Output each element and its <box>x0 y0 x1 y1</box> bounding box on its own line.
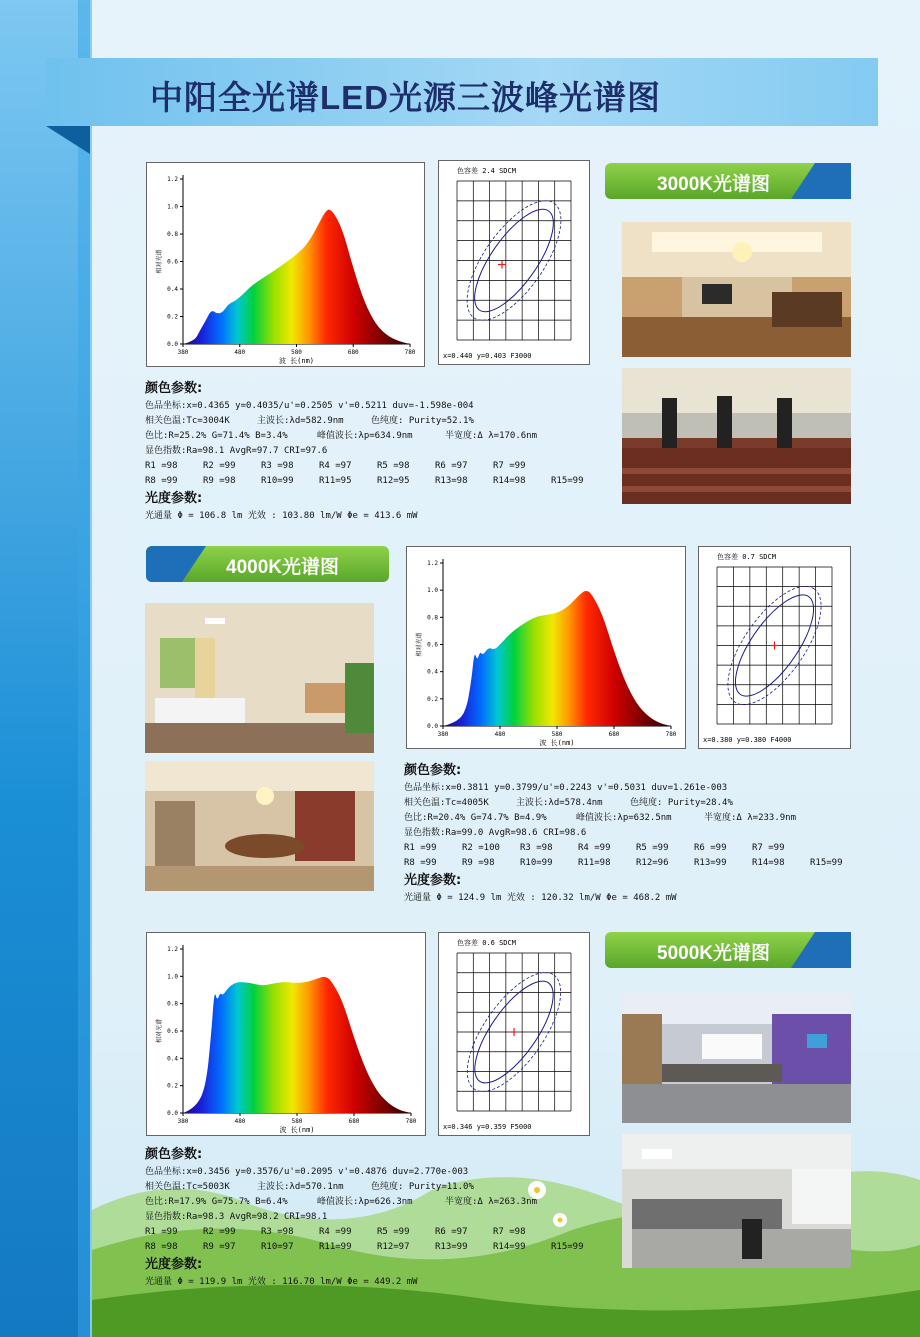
params-block-4000k <box>404 761 874 906</box>
spectrum-chart-5000k <box>147 933 425 1135</box>
spectrum-area <box>443 591 671 726</box>
y-tick-label: 1.2 <box>167 176 178 183</box>
r-values-row: R8 =99 R9 =98 R10=99 R11=95 R12=95 R13=98 R14=98 R15=99 <box>145 476 584 486</box>
tolerance-footer: x=0.440 y=0.403 F3000 <box>443 352 532 360</box>
param-row: 色品坐标:x=0.3456 y=0.3576/u'=0.2095 v'=0.4876 duv=2.770e-003 <box>145 1167 469 1177</box>
left-stripe-highlight <box>78 0 92 1337</box>
color-tolerance-chart-5000k <box>439 933 589 1135</box>
color-params-title: 颜色参数: <box>145 1147 203 1162</box>
y-tick-label: 1.0 <box>427 587 438 595</box>
y-tick-label: 0.0 <box>427 723 438 730</box>
color-params-title: 颜色参数: <box>145 381 203 396</box>
x-tick-label: 480 <box>494 731 506 738</box>
param-row: 显色指数:Ra=99.0 AvgR=98.6 CRI=98.6 <box>404 828 587 838</box>
x-tick-label: 580 <box>551 731 563 738</box>
left-blue-stripe <box>0 0 90 1337</box>
y-tick-label: 0.6 <box>427 641 438 649</box>
y-tick-label: 0.0 <box>167 1110 178 1117</box>
spectrum-area <box>183 210 410 344</box>
banner-5000k <box>605 932 851 968</box>
r-values-row: R1 =99 R2 =100 R3 =98 R4 =99 R5 =99 R6 =99 R7 =99 <box>404 843 785 853</box>
y-tick-label: 1.0 <box>167 973 178 981</box>
param-row: 色比:R=25.2% G=71.4% B=3.4% 峰值波长:λp=634.9nm 半宽度:Δ λ=170.6nm <box>145 431 538 441</box>
photometric-params-title: 光度参数: <box>145 1257 203 1272</box>
param-row: 显色指数:Ra=98.3 AvgR=98.2 CRI=98.1 <box>145 1212 328 1222</box>
header-fold <box>46 126 90 154</box>
spectrum-chart-4000k <box>407 547 685 748</box>
param-row: 相关色温:Tc=3004K 主波长:λd=582.9nm 色纯度: Purity=52.1% <box>145 416 474 426</box>
photometric-params-title: 光度参数: <box>404 873 462 888</box>
y-tick-label: 0.2 <box>427 695 438 703</box>
spectrum-panel-3000k <box>146 162 425 367</box>
x-axis-label: 波 长(nm) <box>539 739 575 747</box>
y-tick-label: 0.4 <box>167 1055 178 1063</box>
x-axis-label: 波 长(nm) <box>278 357 315 365</box>
color-params-title: 颜色参数: <box>404 763 462 778</box>
param-row: 色品坐标:x=0.3811 y=0.3799/u'=0.2243 v'=0.5031 duv=1.261e-003 <box>404 783 728 793</box>
y-tick-label: 0.2 <box>167 313 178 321</box>
param-row: 相关色温:Tc=5003K 主波长:λd=570.1nm 色纯度: Purity=11.0% <box>145 1182 474 1192</box>
tolerance-header: 色容差 0.6 SDCM <box>457 939 516 947</box>
x-tick-label: 680 <box>608 731 620 738</box>
photo-hospital-room <box>145 603 374 753</box>
page-title: 中阳全光谱LED光源三波峰光谱图 <box>150 79 661 116</box>
x-tick-label: 480 <box>234 1118 246 1125</box>
params-block-3000k <box>145 379 605 524</box>
x-tick-label: 780 <box>404 349 416 356</box>
banner-4000k-label: 4000K光谱图 <box>226 557 339 578</box>
y-tick-label: 0.2 <box>167 1082 178 1090</box>
r-values-row: R1 =99 R2 =99 R3 =98 R4 =99 R5 =99 R6 =97 R7 =98 <box>145 1227 526 1237</box>
banner-3000k <box>605 163 851 199</box>
photo-living-room <box>622 222 851 357</box>
x-tick-label: 780 <box>405 1118 417 1125</box>
params-block-5000k <box>145 1145 605 1290</box>
spectrum-panel-4000k <box>406 546 686 749</box>
banner-5000k-label: 5000K光谱图 <box>657 943 770 964</box>
param-row: 显色指数:Ra=98.1 AvgR=97.7 CRI=97.6 <box>145 446 328 456</box>
x-axis-label: 波 长(nm) <box>279 1126 315 1134</box>
x-tick-label: 580 <box>291 1118 303 1125</box>
banner-4000k <box>146 546 389 582</box>
x-tick-label: 480 <box>234 349 246 356</box>
x-tick-label: 780 <box>665 731 677 738</box>
x-tick-label: 380 <box>177 349 189 356</box>
color-tolerance-chart-4000k <box>699 547 850 748</box>
tolerance-footer: x=0.346 y=0.359 F5000 <box>443 1123 532 1131</box>
y-tick-label: 0.4 <box>167 286 178 293</box>
photo-classroom <box>622 994 851 1123</box>
spectrum-panel-5000k <box>146 932 426 1136</box>
y-tick-label: 0.4 <box>427 668 438 676</box>
y-tick-label: 0.8 <box>167 231 178 238</box>
y-axis-label: 相对光谱 <box>156 1018 163 1044</box>
spectrum-chart-3000k <box>147 163 424 366</box>
ellipse-panel-3000k <box>438 160 590 365</box>
y-tick-label: 0.6 <box>167 1028 178 1035</box>
y-tick-label: 1.0 <box>167 203 178 211</box>
r-values-row: R1 =98 R2 =99 R3 =98 R4 =97 R5 =98 R6 =97 R7 =99 <box>145 461 526 471</box>
banner-3000k-label: 3000K光谱图 <box>657 174 770 195</box>
param-row: 色比:R=20.4% G=74.7% B=4.9% 峰值波长:λp=632.5nm 半宽度:Δ λ=233.9nm <box>404 813 797 823</box>
y-tick-label: 0.0 <box>167 341 178 348</box>
x-tick-label: 380 <box>177 1118 189 1125</box>
r-values-row: R8 =98 R9 =97 R10=97 R11=99 R12=97 R13=99 R14=99 R15=99 <box>145 1242 584 1252</box>
photometric-row: 光通量 Φ = 119.9 lm 光效 : 116.70 lm/W Φe = 449.2 mW <box>145 1277 418 1287</box>
y-axis-label: 相对光谱 <box>416 632 423 657</box>
y-tick-label: 1.2 <box>427 560 438 567</box>
x-tick-label: 680 <box>348 1118 360 1125</box>
ellipse-panel-4000k <box>698 546 851 749</box>
param-row: 色比:R=17.9% G=75.7% B=6.4% 峰值波长:λp=626.3nm 半宽度:Δ λ=263.3nm <box>145 1197 538 1207</box>
r-values-row: R8 =99 R9 =98 R10=99 R11=98 R12=96 R13=99 R14=98 R15=99 <box>404 858 843 868</box>
x-tick-label: 680 <box>347 349 359 356</box>
photo-conference-hall <box>622 368 851 504</box>
photo-office <box>622 1134 851 1268</box>
photometric-params-title: 光度参数: <box>145 491 203 506</box>
y-axis-label: 相对光谱 <box>156 249 163 274</box>
param-row: 色品坐标:x=0.4365 y=0.4035/u'=0.2505 v'=0.5211 duv=-1.598e-004 <box>145 401 474 411</box>
x-tick-label: 380 <box>437 731 449 738</box>
y-tick-label: 0.6 <box>167 258 178 266</box>
y-tick-label: 0.8 <box>427 614 438 622</box>
photometric-row: 光通量 Φ = 124.9 lm 光效 : 120.32 lm/W Φe = 468.2 mW <box>404 893 677 903</box>
y-tick-label: 1.2 <box>167 946 178 953</box>
x-tick-label: 580 <box>291 349 302 356</box>
tolerance-header: 色容差 2.4 SDCM <box>457 167 516 175</box>
y-tick-label: 0.8 <box>167 1000 178 1008</box>
tolerance-footer: x=0.380 y=0.380 F4000 <box>703 736 792 744</box>
color-tolerance-chart-3000k <box>439 161 589 364</box>
ellipse-panel-5000k <box>438 932 590 1136</box>
param-row: 相关色温:Tc=4005K 主波长:λd=578.4nm 色纯度: Purity=28.4% <box>404 798 733 808</box>
spectrum-area <box>183 977 411 1113</box>
photo-dining-room <box>145 761 374 891</box>
photometric-row: 光通量 Φ = 106.8 lm 光效 : 103.80 lm/W Φe = 413.6 mW <box>145 511 418 521</box>
tolerance-header: 色容差 0.7 SDCM <box>717 553 776 561</box>
